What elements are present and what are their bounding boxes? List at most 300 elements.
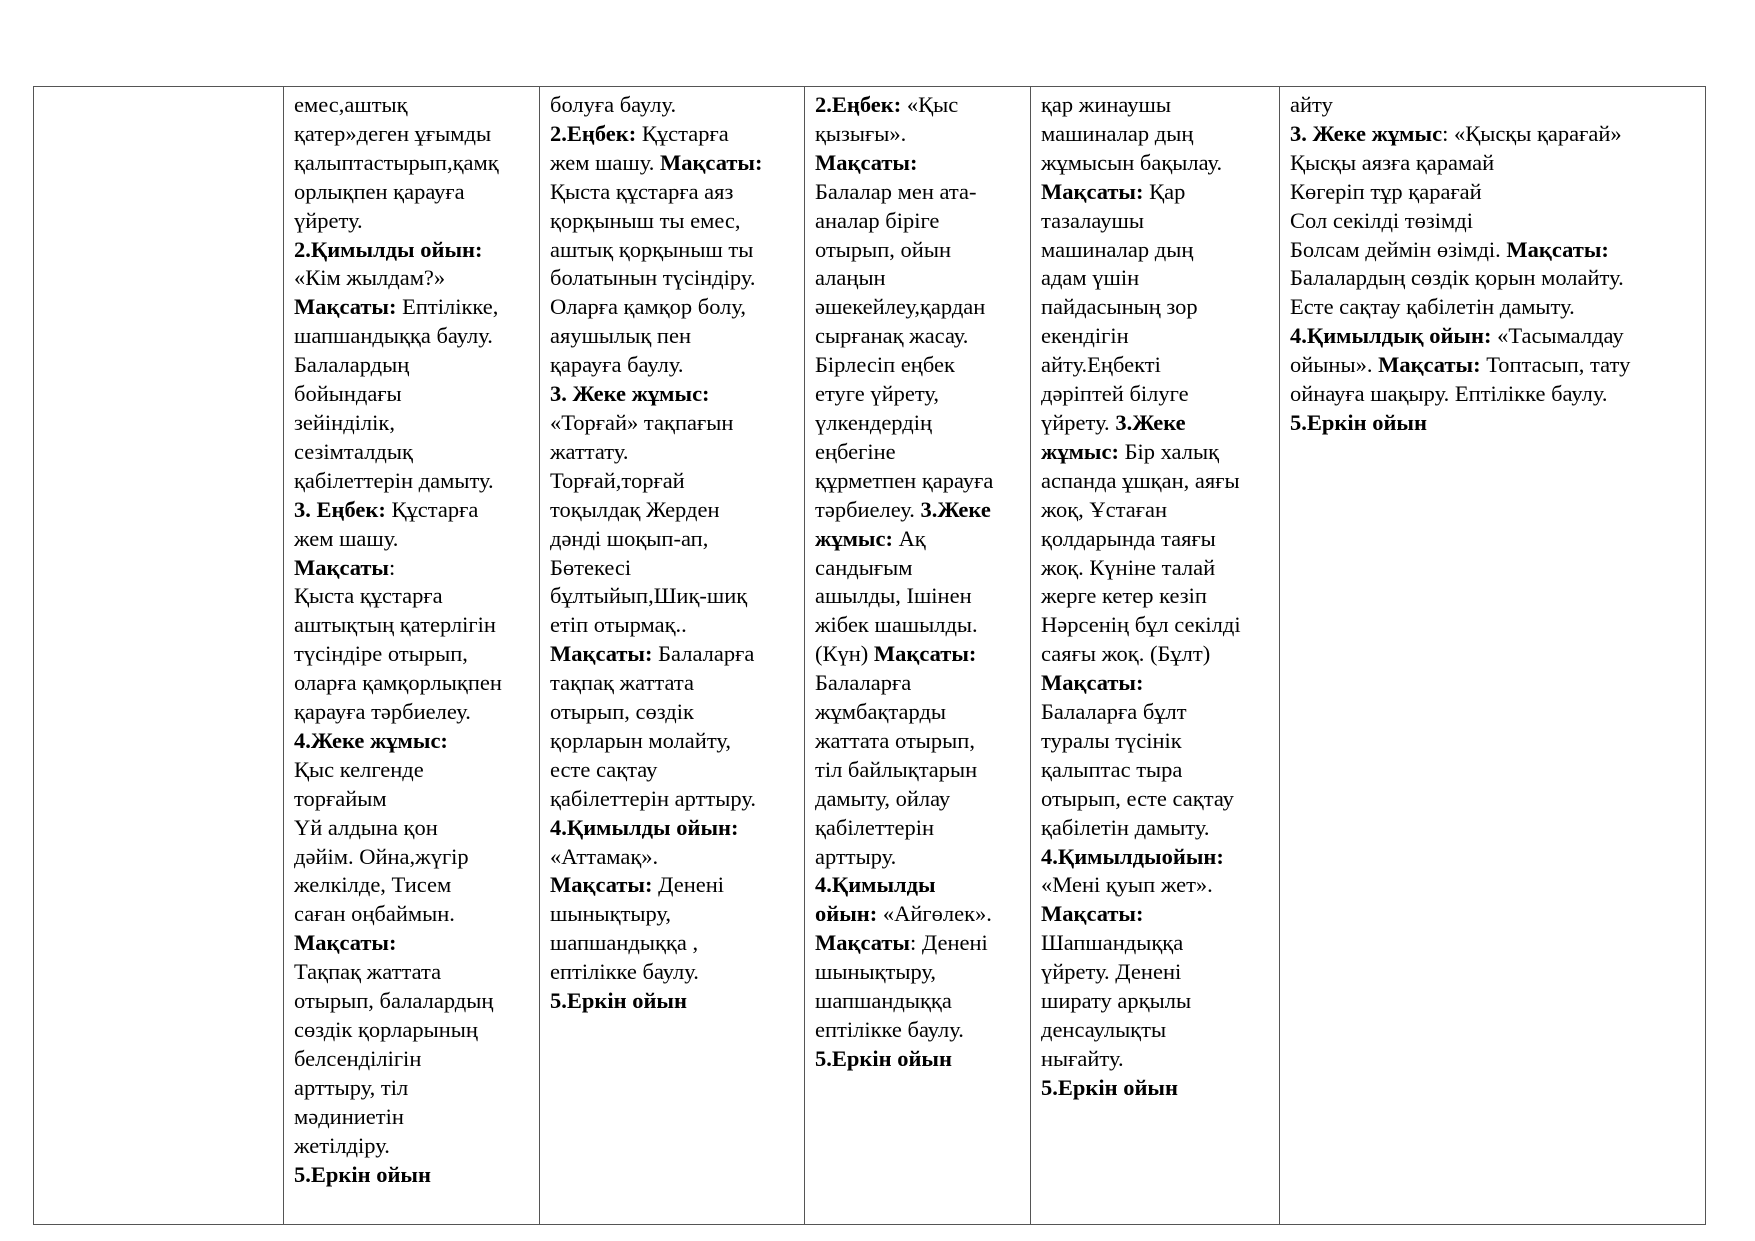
text-line (1041, 207, 1273, 236)
text-segment: зейінділік, (294, 409, 395, 435)
text-line (1290, 236, 1699, 265)
text-segment: оларға қамқорлықпен (294, 670, 502, 696)
text-line (550, 525, 798, 554)
text-line (1041, 525, 1273, 554)
text-line (1041, 178, 1273, 207)
text-line (294, 900, 533, 929)
text-line (550, 178, 798, 207)
text-segment: етуге үйрету, (815, 381, 940, 407)
text-segment: қалыптастырып,қамқ (294, 149, 499, 175)
text-line (1041, 727, 1273, 756)
text-line (1041, 264, 1273, 293)
text-line (815, 351, 1024, 380)
text-segment: жұмбақтарды (815, 699, 947, 725)
text-line (294, 1074, 533, 1103)
text-line (815, 611, 1024, 640)
bold-text: жұмыс: (1041, 438, 1119, 464)
text-line (550, 669, 798, 698)
text-line (1041, 958, 1273, 987)
text-segment: жұмысын бақылау. (1041, 149, 1223, 175)
text-segment: : Денені (910, 930, 988, 956)
text-segment: тіл байлықтарын (815, 756, 978, 782)
text-segment: қабілетін дамыту. (1041, 814, 1210, 840)
text-line (1290, 149, 1699, 178)
bold-text: Мақсаты: (550, 872, 653, 898)
text-line (1041, 351, 1273, 380)
text-line (550, 438, 798, 467)
text-segment: шынықтыру, (815, 959, 937, 985)
text-segment: Қыста құстарға аяз (550, 178, 734, 204)
text-line (550, 149, 798, 178)
text-segment: қабілеттерін дамыту. (294, 467, 494, 493)
text-line (294, 496, 533, 525)
text-segment: құрметпен қарауға (815, 467, 994, 493)
text-segment: «Аттамақ». (550, 843, 659, 869)
bold-text: 3.Жеке (1115, 409, 1186, 435)
text-line (550, 554, 798, 583)
text-segment: жоқ. Күніне талай (1041, 554, 1216, 580)
text-line (815, 438, 1024, 467)
text-segment: Торғай,торғай (550, 467, 685, 493)
text-line (294, 236, 533, 265)
text-segment: айту.Еңбекті (1041, 352, 1161, 378)
text-line (294, 727, 533, 756)
text-segment: Есте сақтау қабілетін дамыту. (1290, 294, 1575, 320)
text-line (294, 785, 533, 814)
text-line (815, 640, 1024, 669)
text-segment: отырып, сөздік (550, 699, 694, 725)
text-segment: дәйім. Ойна,жүгір (294, 843, 469, 869)
text-line (815, 120, 1024, 149)
text-line (550, 293, 798, 322)
bold-text: 5.Еркін ойын (1041, 1074, 1178, 1100)
text-line (550, 843, 798, 872)
text-segment: Балалардың сөздік қорын молайту. (1290, 265, 1624, 291)
text-segment: Құстарға (636, 120, 729, 146)
text-line (1041, 929, 1273, 958)
text-line (294, 380, 533, 409)
text-segment: айту (1290, 92, 1333, 117)
text-segment: арттыру. (815, 843, 897, 869)
text-line (550, 409, 798, 438)
text-segment: отырып, балалардың (294, 988, 494, 1014)
text-segment: Балаларға (652, 641, 755, 667)
text-line (294, 1132, 533, 1161)
text-line (294, 409, 533, 438)
text-line (294, 438, 533, 467)
text-segment: Қысқы аязға қарамай (1290, 149, 1495, 175)
text-line (294, 149, 533, 178)
text-line (294, 293, 533, 322)
text-segment: «Мені қуып жет». (1041, 872, 1213, 898)
text-segment: шапшандыққа баулу. (294, 323, 493, 349)
text-line (550, 727, 798, 756)
text-line (294, 669, 533, 698)
text-line (1041, 1045, 1273, 1074)
text-line (1041, 814, 1273, 843)
text-line (294, 322, 533, 351)
text-segment: денсаулықты (1041, 1017, 1167, 1042)
text-segment: тақпақ жаттата (550, 670, 694, 696)
text-segment: жібек шашылды. (815, 612, 978, 638)
text-line (815, 409, 1024, 438)
bold-text: 5.Еркін ойын (550, 988, 687, 1014)
text-segment: машиналар дың (1041, 236, 1194, 262)
text-line (815, 496, 1024, 525)
text-line (1041, 409, 1273, 438)
bold-text: 2.Еңбек: (550, 120, 637, 146)
text-segment: ашылды, Ішінен (815, 583, 972, 609)
text-segment: Бір халық (1118, 438, 1220, 464)
text-line (550, 929, 798, 958)
text-line (294, 871, 533, 900)
text-line (294, 178, 533, 207)
text-line (815, 264, 1024, 293)
text-line (815, 785, 1024, 814)
text-segment: ептілікке баулу. (815, 1017, 964, 1042)
text-segment: аналар біріге (815, 207, 940, 233)
text-line (815, 814, 1024, 843)
text-segment: Балалар мен ата- (815, 178, 977, 204)
text-segment: жем шашу. (294, 525, 399, 551)
text-line (815, 727, 1024, 756)
text-line (815, 929, 1024, 958)
text-line (815, 525, 1024, 554)
text-segment: тәрбиелеу. (815, 496, 921, 522)
text-line (815, 207, 1024, 236)
text-line (1041, 640, 1273, 669)
bold-text: 3. Жеке жұмыс: (550, 381, 710, 407)
text-segment: есте сақтау (550, 756, 658, 782)
text-line (1290, 207, 1699, 236)
text-line (294, 814, 533, 843)
text-segment: Балаларға (815, 670, 912, 696)
text-segment: Қыста құстарға (294, 583, 443, 609)
text-line (550, 207, 798, 236)
bold-text: 5.Еркін ойын (294, 1161, 431, 1187)
text-line (294, 698, 533, 727)
bold-text: 4.Қимылды (815, 872, 936, 898)
text-line (1041, 91, 1273, 120)
text-line (294, 929, 533, 958)
text-segment: қабілеттерін (815, 814, 935, 840)
bold-text: 4.Қимылдыойын: (1041, 843, 1224, 869)
bold-text: 3. Жеке жұмыс (1290, 120, 1443, 146)
text-line (815, 871, 1024, 900)
text-line (815, 958, 1024, 987)
text-line (815, 900, 1024, 929)
text-segment: бойындағы (294, 381, 402, 407)
text-segment: аштықтың қатерлігін (294, 612, 496, 638)
text-segment: желкілде, Тисем (294, 872, 452, 898)
text-segment: Тақпақ жаттата (294, 959, 442, 985)
text-line (550, 698, 798, 727)
text-segment: мәдиниетін (294, 1103, 404, 1129)
text-segment: қабілеттерін арттыру. (550, 785, 756, 811)
text-line (550, 120, 798, 149)
text-line (294, 264, 533, 293)
text-line (1041, 236, 1273, 265)
text-line (1041, 871, 1273, 900)
text-segment: қорқыныш ты емес, (550, 207, 741, 233)
bold-text: 2.Еңбек: (815, 92, 902, 117)
text-line (815, 554, 1024, 583)
text-line (294, 987, 533, 1016)
text-line (294, 554, 533, 583)
text-line (1290, 120, 1699, 149)
text-line (1041, 1016, 1273, 1045)
text-segment: туралы түсінік (1041, 727, 1182, 753)
text-segment: үйрету. Денені (1041, 959, 1182, 985)
text-segment: еңбегіне (815, 438, 896, 464)
text-segment: «Айгөлек». (877, 901, 992, 927)
text-line (1290, 264, 1699, 293)
text-line (550, 611, 798, 640)
bold-text: Мақсаты: (294, 294, 397, 320)
text-line (294, 756, 533, 785)
text-line (550, 958, 798, 987)
text-line (1041, 900, 1273, 929)
text-line (815, 1045, 1024, 1074)
text-segment: Үй алдына қон (294, 814, 438, 840)
text-segment: : (389, 554, 396, 580)
text-segment: қар жинаушы (1041, 92, 1171, 117)
text-segment: отырып, есте сақтау (1041, 785, 1234, 811)
text-segment: Шапшандыққа (1041, 930, 1184, 956)
text-segment: шапшандыққа (815, 988, 952, 1014)
text-line (294, 351, 533, 380)
text-line (294, 640, 533, 669)
text-segment: жаттата отырып, (815, 727, 975, 753)
text-segment: пайдасының зор (1041, 294, 1198, 320)
text-line (815, 698, 1024, 727)
text-line (1041, 438, 1273, 467)
bold-text: ойын: (815, 901, 878, 927)
text-segment: Денені (652, 872, 725, 898)
table-cell-col-4 (805, 87, 1031, 1225)
text-segment: ойнауға шақыру. Ептілікке баулу. (1290, 381, 1608, 407)
bold-text: Мақсаты (815, 930, 910, 956)
text-segment: саған оңбаймын. (294, 901, 455, 927)
bold-text: 2.Қимылды ойын: (294, 236, 483, 262)
text-segment: «Қыс (901, 92, 959, 117)
text-line (550, 496, 798, 525)
text-segment: : «Қысқы қарағай» (1442, 120, 1622, 146)
text-segment: үйрету. (294, 207, 363, 233)
text-segment: дәнді шоқып-ап, (550, 525, 709, 551)
text-line (550, 322, 798, 351)
bold-text: Мақсаты: (294, 930, 397, 956)
text-segment: адам үшін (1041, 265, 1140, 291)
bold-text: 3. Еңбек: (294, 496, 386, 522)
text-line (294, 525, 533, 554)
text-segment: етіп отырмақ.. (550, 612, 687, 638)
text-segment: Топтасып, тату (1480, 352, 1631, 378)
text-segment: Қыс келгенде (294, 756, 424, 782)
table-cell-col-6 (1280, 87, 1706, 1225)
text-segment: Балаларға бұлт (1041, 699, 1187, 725)
text-segment: Нәрсенің бұл секілді (1041, 612, 1241, 638)
text-line (1041, 380, 1273, 409)
text-segment: болатынын түсіндіру. (550, 265, 756, 291)
text-segment: екендігін (1041, 323, 1129, 349)
text-line (815, 380, 1024, 409)
text-line (1041, 496, 1273, 525)
text-line (815, 582, 1024, 611)
text-segment: емес,аштық (294, 92, 408, 117)
bold-text: 4.Жеке жұмыс: (294, 727, 448, 753)
text-segment: аштық қорқыныш ты (550, 236, 754, 262)
text-segment: болуға баулу. (550, 92, 677, 117)
text-line (815, 293, 1024, 322)
text-line (815, 756, 1024, 785)
text-line (1290, 178, 1699, 207)
text-line (815, 322, 1024, 351)
text-line (1041, 293, 1273, 322)
bold-text: Мақсаты: (550, 641, 653, 667)
text-line (1041, 582, 1273, 611)
text-segment: шапшандыққа , (550, 930, 699, 956)
text-segment: аспанда ұшқан, аяғы (1041, 467, 1240, 493)
text-segment: қызығы». (815, 120, 907, 146)
text-line (815, 1016, 1024, 1045)
text-line (1290, 91, 1699, 120)
text-line (294, 1161, 533, 1190)
table-cell-col-1 (34, 87, 284, 1225)
text-line (550, 756, 798, 785)
text-segment: «Тасымалдау (1491, 323, 1624, 349)
text-segment: сандығым (815, 554, 913, 580)
text-line (815, 91, 1024, 120)
text-segment: (Күн) (815, 641, 874, 667)
bold-text: Мақсаты (294, 554, 389, 580)
text-line (1290, 293, 1699, 322)
text-line (1290, 380, 1699, 409)
text-segment: Сол секілді төзімді (1290, 207, 1473, 233)
text-segment: нығайту. (1041, 1045, 1124, 1071)
text-line (294, 467, 533, 496)
bold-text: Мақсаты: (815, 149, 918, 175)
text-segment: әшекейлеу,қардан (815, 294, 986, 320)
text-line (815, 467, 1024, 496)
text-segment: Қар (1143, 178, 1186, 204)
text-segment: жетілдіру. (294, 1132, 390, 1158)
bold-text: Мақсаты: (1378, 352, 1481, 378)
text-segment: Ептілікке, (396, 294, 499, 320)
text-line (1041, 987, 1273, 1016)
text-line (550, 640, 798, 669)
bold-text: Мақсаты: (1041, 670, 1144, 696)
text-line (815, 236, 1024, 265)
bold-text: 5.Еркін ойын (1290, 409, 1427, 435)
bold-text: жұмыс: (815, 525, 893, 551)
bold-text: 3.Жеке (920, 496, 991, 522)
text-segment: Оларға қамқор болу, (550, 294, 747, 320)
text-line (1290, 409, 1699, 438)
text-line (550, 91, 798, 120)
text-segment: аяушылық пен (550, 323, 691, 349)
text-line (1041, 149, 1273, 178)
text-line (1041, 843, 1273, 872)
text-segment: жаттату. (550, 438, 629, 464)
text-line (1041, 756, 1273, 785)
text-line (1041, 120, 1273, 149)
text-line (294, 207, 533, 236)
text-segment: қарауға тәрбиелеу. (294, 699, 471, 725)
text-line (294, 843, 533, 872)
text-line (550, 264, 798, 293)
text-line (550, 814, 798, 843)
text-segment: шынықтыру, (550, 901, 672, 927)
text-line (1041, 611, 1273, 640)
text-segment: белсенділігін (294, 1045, 422, 1071)
text-line (1041, 669, 1273, 698)
text-segment: үлкендердің (815, 409, 933, 435)
text-line (550, 900, 798, 929)
text-segment: Болсам деймін өзімді. (1290, 236, 1507, 262)
text-segment: жем шашу. (550, 149, 660, 175)
text-line (294, 91, 533, 120)
text-segment: орлықпен қарауға (294, 178, 465, 204)
text-segment: Бірлесіп еңбек (815, 352, 955, 378)
text-segment: тоқылдақ Жерден (550, 496, 720, 522)
bold-text: 4.Қимылдық ойын: (1290, 323, 1492, 349)
text-line (815, 843, 1024, 872)
bold-text: Мақсаты: (1041, 901, 1144, 927)
text-segment: саяғы жоқ. (Бұлт) (1041, 641, 1211, 667)
text-segment: ептілікке баулу. (550, 959, 699, 985)
table-cell-col-2 (284, 87, 540, 1225)
text-line (1290, 322, 1699, 351)
text-segment: отырып, ойын (815, 236, 952, 262)
text-line (550, 785, 798, 814)
text-segment: машиналар дың (1041, 120, 1194, 146)
table-cell-col-5 (1031, 87, 1280, 1225)
text-segment: қатер»деген ұғымды (294, 120, 492, 146)
text-line (1041, 322, 1273, 351)
text-segment: жоқ, Ұстаған (1041, 496, 1168, 522)
text-segment: Балалардың (294, 352, 410, 378)
text-line (1041, 785, 1273, 814)
lesson-plan-table (33, 86, 1706, 1225)
text-segment: Бөтекесі (550, 554, 632, 580)
text-line (550, 987, 798, 1016)
text-line (550, 380, 798, 409)
text-line (294, 958, 533, 987)
text-segment: тазалаушы (1041, 207, 1144, 233)
text-segment: дамыту, ойлау (815, 785, 951, 811)
bold-text: 4.Қимылды ойын: (550, 814, 739, 840)
text-segment: дәріптей білуге (1041, 381, 1189, 407)
text-line (550, 236, 798, 265)
text-segment: Көгеріп тұр қарағай (1290, 178, 1482, 204)
text-line (550, 582, 798, 611)
text-segment: арттыру, тіл (294, 1074, 409, 1100)
text-segment: алаңын (815, 265, 886, 291)
text-line (815, 149, 1024, 178)
text-line (550, 467, 798, 496)
text-line (1290, 351, 1699, 380)
text-line (294, 611, 533, 640)
text-segment: жерге кетер кезіп (1041, 583, 1207, 609)
bold-text: 5.Еркін ойын (815, 1045, 952, 1071)
text-segment: торғайым (294, 785, 387, 811)
text-segment: қорларын молайту, (550, 727, 731, 753)
text-segment: «Торғай» тақпағын (550, 409, 734, 435)
text-line (815, 178, 1024, 207)
bold-text: Мақсаты: (873, 641, 977, 667)
text-segment: бұлтыйып,Шиқ-шиқ (550, 583, 748, 609)
